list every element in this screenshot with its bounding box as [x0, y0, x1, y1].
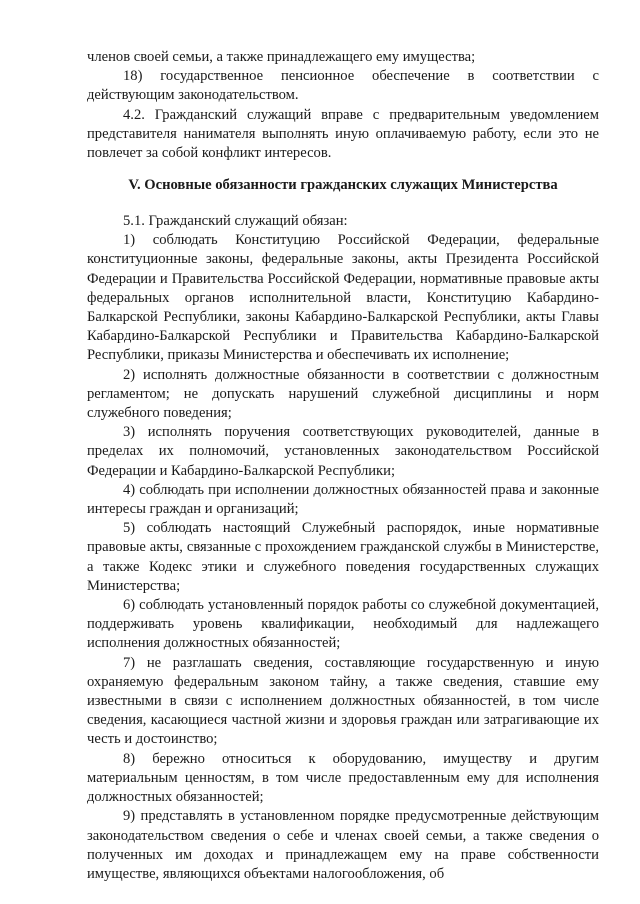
duty-item-1: 1) соблюдать Конституцию Российской Федерации, федеральные конституционные законы, федеральные законы, акты Президента Российской Федерации и Правительства Российской Федерации, нормативные правовые акты федеральных органов исполнительной власти, Конституцию Кабардино-Балкарской Республики, законы Кабардино-Балкарской Республики, акты Главы Кабардино-Балкарской Республики и Правительства Кабардино-Балкарской Республики, приказы Министерства и обеспечивать их исполнение; [87, 232, 599, 364]
duty-item-6: 6) соблюдать установленный порядок работы со служебной документацией, поддерживать уровень квалификации, необходимый для надлежащего исполнения должностных обязанностей; [87, 597, 599, 652]
duty-item-4: 4) соблюдать при исполнении должностных обязанностей права и законные интересы граждан и организаций; [87, 481, 599, 518]
top-text-block [87, 48, 599, 163]
duty-item-3: 3) исполнять поручения соответствующих руководителей, данные в пределах их полномочий, установленных законодательством Российской Федерации и Кабардино-Балкарской Республики; [87, 424, 599, 479]
paragraph-4-2: 4.2. Гражданский служащий вправе с предварительным уведомлением представителя нанимателя выполнять иную оплачиваемую работу, если это не повлечет за собой конфликт интересов. [87, 106, 599, 162]
paragraph-item-18: 18) государственное пенсионное обеспечение в соответствии с действующим законодательством. [87, 68, 599, 104]
section-body [87, 212, 599, 884]
duty-item-2: 2) исполнять должностные обязанности в соответствии с должностным регламентом; не допускать нарушений служебной дисциплины и норм служебного поведения; [87, 366, 599, 422]
section-heading: V. Основные обязанности гражданских служащих Министерства [128, 177, 558, 193]
duty-item-5: 5) соблюдать настоящий Служебный распорядок, иные нормативные правовые акты, связанные с прохождением гражданской службы в Министерстве, а также Кодекс этики и служебного поведения государственных служащих Министерства; [87, 520, 599, 594]
duty-item-7: 7) не разглашать сведения, составляющие государственную и иную охраняемую федеральным законом тайну, а также сведения, ставшие ему известными в связи с исполнением должностных обязанностей, в том числе сведения, касающиеся частной жизни и здоровья граждан или затрагивающие их честь и достоинство; [87, 654, 599, 748]
duty-item-8: 8) бережно относиться к оборудованию, имуществу и другим материальным ценностям, в том числе предоставленным ему для исполнения должностных обязанностей; [87, 750, 599, 806]
paragraph-continuation: членов своей семьи, а также принадлежащего ему имущества; [87, 49, 476, 65]
duty-item-9: 9) представлять в установленном порядке предусмотренные действующим законодательством сведения о себе и членах своей семьи, а также сведения о полученных им доходах и принадлежащем ему на праве собственности имуществе, являющихся объектами налогообложения, об [87, 808, 599, 882]
section-heading-block [87, 176, 599, 195]
paragraph-5-1: 5.1. Гражданский служащий обязан: [123, 213, 348, 229]
